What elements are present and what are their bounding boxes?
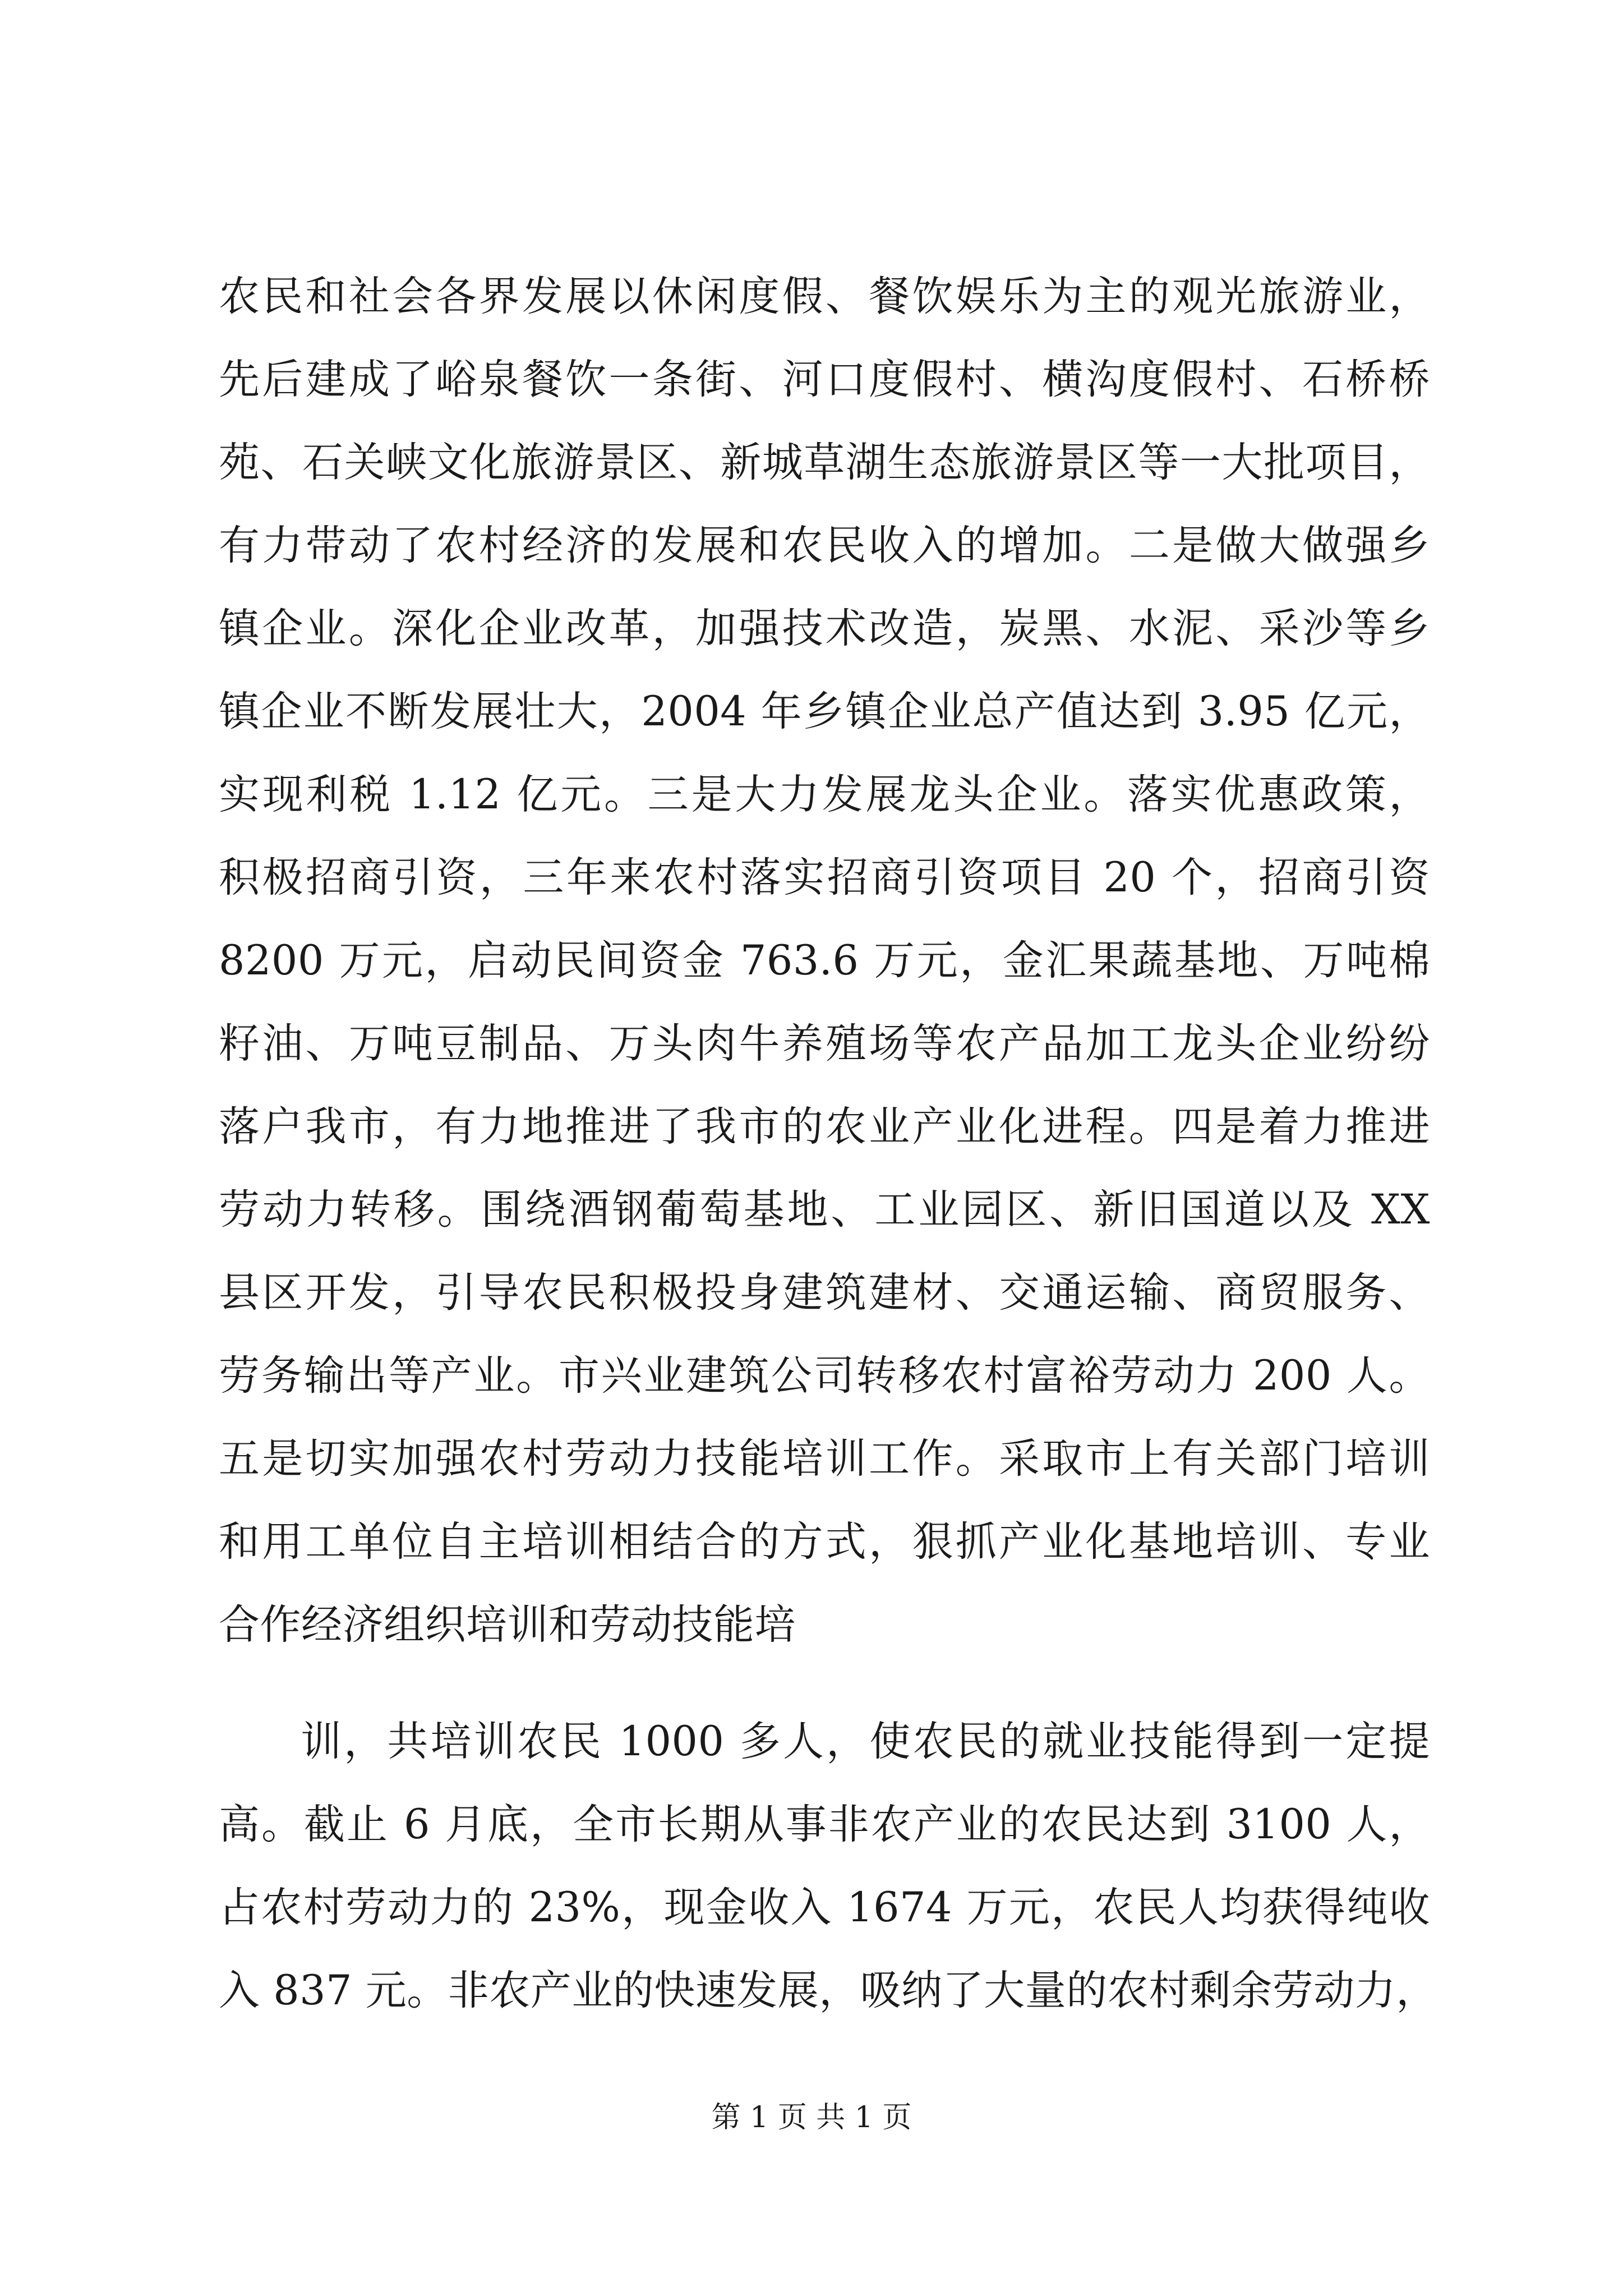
text-line: 劳动力转移。围绕酒钢葡萄基地、工业园区、新旧国道以及 XX [219, 1186, 1430, 1234]
text-line: 合作经济组织培训和劳动技能培 [219, 1601, 796, 1649]
text-line: 8200 万元，启动民间资金 763.6 万元，金汇果蔬基地、万吨棉 [219, 937, 1430, 984]
text-line: 和用工单位自主培训相结合的方式，狠抓产业化基地培训、专业 [219, 1518, 1430, 1566]
text-line: 五是切实加强农村劳动力技能培训工作。采取市上有关部门培训 [219, 1435, 1430, 1483]
text-line: 籽油、万吨豆制品、万头肉牛养殖场等农产品加工龙头企业纷纷 [219, 1020, 1430, 1068]
paragraph-2 [219, 1700, 1437, 2032]
paragraph-1 [219, 255, 1430, 1667]
page-number: 第 1 页 共 1 页 [711, 2101, 912, 2134]
text-line: 劳务输出等产业。市兴业建筑公司转移农村富裕劳动力 200 人。 [219, 1352, 1430, 1400]
text-line: 先后建成了峪泉餐饮一条街、河口度假村、横沟度假村、石桥桥 [219, 356, 1430, 403]
text-line: 有力带动了农村经济的发展和农民收入的增加。二是做大做强乡 [219, 522, 1430, 569]
text-line: 入 837 元。非农产业的快速发展，吸纳了大量的农村剩余劳动力， [219, 1967, 1437, 2014]
text-line: 落户我市，有力地推进了我市的农业产业化进程。四是着力推进 [219, 1103, 1430, 1151]
text-line: 镇企业不断发展壮大，2004 年乡镇企业总产值达到 3.95 亿元， [219, 688, 1430, 735]
text-line: 高。截止 6 月底，全市长期从事非农产业的农民达到 3100 人， [219, 1801, 1430, 1848]
text-line: 积极招商引资，三年来农村落实招商引资项目 20 个，招商引资 [219, 854, 1430, 901]
text-line: 镇企业。深化企业改革，加强技术改造，炭黑、水泥、采沙等乡 [219, 605, 1430, 652]
text-line: 训，共培训农民 1000 多人，使农民的就业技能得到一定提 [301, 1718, 1430, 1765]
text-line: 农民和社会各界发展以休闲度假、餐饮娱乐为主的观光旅游业， [219, 273, 1430, 320]
text-line: 占农村劳动力的 23%，现金收入 1674 万元，农民人均获得纯收 [219, 1884, 1430, 1931]
text-line: 苑、石关峡文化旅游景区、新城草湖生态旅游景区等一大批项目， [219, 439, 1430, 486]
page-footer [0, 2095, 1623, 2140]
text-line: 县区开发，引导农民积极投身建筑建材、交通运输、商贸服务、 [219, 1269, 1430, 1317]
text-line: 实现利税 1.12 亿元。三是大力发展龙头企业。落实优惠政策， [219, 771, 1430, 818]
